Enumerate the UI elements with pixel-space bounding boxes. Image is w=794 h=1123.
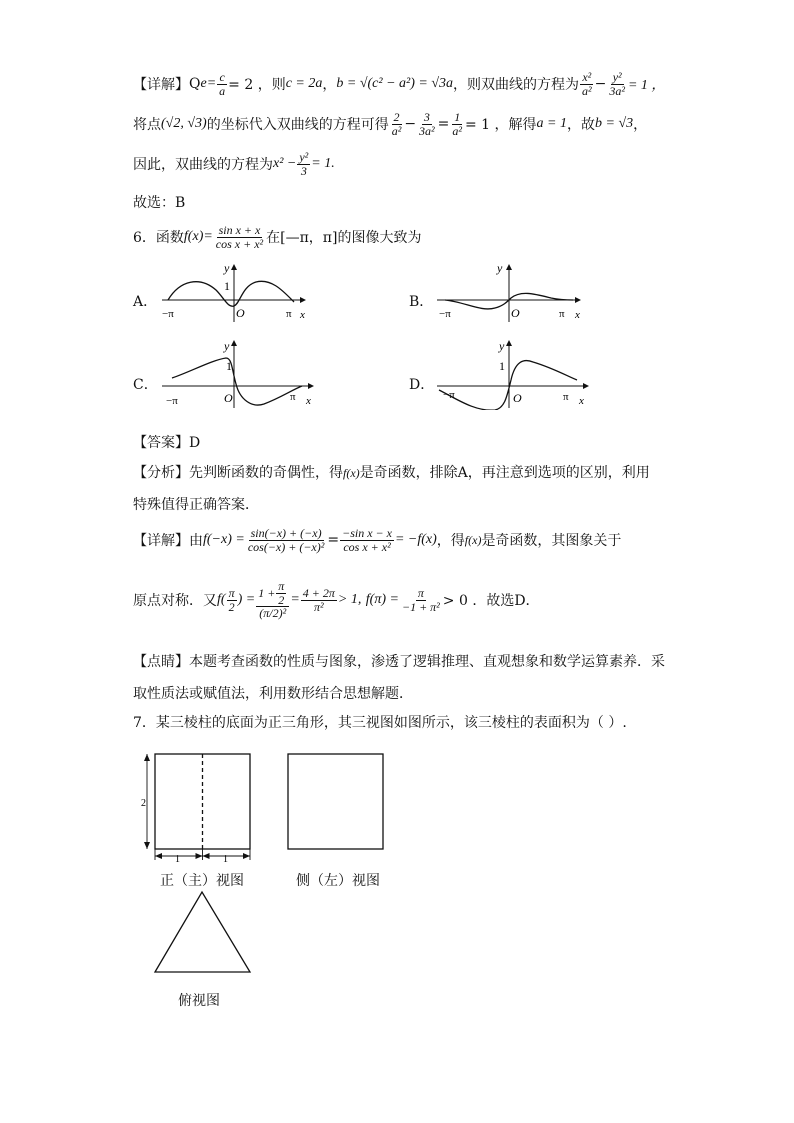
axis-y-label: y bbox=[497, 262, 503, 275]
axis-x-label: x bbox=[300, 309, 305, 321]
option-c-graph bbox=[160, 340, 320, 410]
fraction: $\frac{\pi}{2}$ bbox=[228, 585, 235, 614]
sec5-line2: 将点 (√2, √3) 的坐标代入双曲线的方程可得 $\frac{2}{\text{a²}}$ − $\frac{3}{\text{3a²}}$ = $\frac{1}{\text{a²}}$ = 1 ，解得 a = 1 ，故 b = √3 ， bbox=[133, 109, 648, 138]
detail-tag: 【详解】 bbox=[133, 77, 189, 93]
tick-neg-pi-label: −π bbox=[443, 389, 455, 401]
answer-value: D bbox=[189, 435, 201, 451]
fraction: $\frac{\text{sin x + x}}{\text{cos x + x²}}$ bbox=[215, 222, 264, 251]
q6-comment-line1: 【点睛】本题考查函数的性质与图象，渗透了逻辑推理、直观想象和数学运算素养．采 bbox=[133, 654, 665, 670]
option-a-label: A． bbox=[133, 294, 158, 310]
sec5-choice: 故选：B bbox=[133, 195, 186, 211]
fraction: $\frac{3}{\text{3a²}}$ bbox=[419, 109, 435, 138]
q6-analysis-line2: 特殊值得正确答案． bbox=[133, 497, 259, 513]
tick-pi-label: π bbox=[286, 308, 292, 320]
axis-x-label: x bbox=[579, 395, 584, 407]
fraction: $\frac{\text{y²}}{\text{3a²}}$ bbox=[609, 69, 625, 98]
fraction: $\frac{c}{a}$ bbox=[219, 69, 226, 98]
side-view-rect bbox=[288, 754, 383, 849]
tick-one-label: 1 bbox=[226, 359, 232, 373]
q7-stem: 7．某三棱柱的底面为正三角形，其三视图如图所示，该三棱柱的表面积为（ ）. bbox=[133, 715, 627, 731]
tick-neg-pi-label: −π bbox=[439, 308, 451, 320]
dim-w2-label: 1 bbox=[223, 854, 228, 865]
fraction: $\frac{\text{x²}}{\text{a²}}$ bbox=[582, 69, 592, 98]
fraction: $\frac{\text{y²}}{3}$ bbox=[299, 149, 309, 178]
fraction: 1 + $\frac{\pi}{2}$ (π/2)² bbox=[256, 580, 289, 620]
fraction: $\frac{\text{−sin x − x}}{\text{cos x + x²}}$ bbox=[342, 525, 392, 554]
q6-analysis-line1: 【分析】先判断函数的奇偶性，得f(x)是奇函数，排除A，再注意到选项的区别，利用 bbox=[133, 465, 650, 481]
origin-label: O bbox=[513, 391, 522, 405]
option-b-label: B． bbox=[409, 294, 434, 310]
axis-y-label: y bbox=[224, 340, 230, 353]
option-a-graph bbox=[160, 262, 310, 324]
option-b-graph bbox=[435, 262, 585, 324]
axis-x-label: x bbox=[575, 309, 580, 321]
tick-pi-label: π bbox=[559, 308, 565, 320]
dim-height-label: 2 bbox=[141, 798, 146, 809]
q6-stem: 6．函数 f(x)= $\frac{\text{sin x + x}}{\text{cos x + x²}}$ 在[—π，π]的图像大致为 bbox=[133, 222, 422, 251]
fraction: $\frac{\sin(-x) + (-x)}{\text{cos(−x) + (−x)²}}$ bbox=[247, 525, 325, 554]
option-d-graph bbox=[435, 340, 595, 410]
origin-label: O bbox=[511, 306, 520, 320]
q6-detail-line2: 原点对称．又 f( $\frac{\pi}{2}$ ) = 1 + $\frac{\pi}{2}$ (π/2)² = $\frac{4 + 2\pi}{\text{π²}}$ > 1, f(π) = $\frac{\pi}{\text{−1 + π²}}$ > 0 ．故选D． bbox=[133, 579, 540, 621]
sec5-line1: 【详解】 Q e = $\frac{c}{a}$ = 2 ，则 c = 2a ， b = √(c² − a²) = √3a ，则双曲线的方程为 $\frac{\text{x²}}{\text{a²}}$ − $\frac{\text{y²}}{\text{3a²}}$ = 1 ， bbox=[133, 69, 666, 98]
tick-neg-pi-label: −π bbox=[162, 308, 174, 320]
tick-neg-pi-label: −π bbox=[166, 395, 178, 407]
tick-one-label: 1 bbox=[224, 279, 230, 293]
sec5-line3: 因此，双曲线的方程为 x² − $\frac{\text{y²}}{3}$ = 1. bbox=[133, 149, 335, 178]
fraction: $\frac{\pi}{\text{−1 + π²}}$ bbox=[401, 585, 440, 614]
q6-answer: 【答案】D bbox=[133, 435, 201, 451]
side-view-label: 侧（左）视图 bbox=[296, 873, 380, 889]
axis-x-label: x bbox=[306, 395, 311, 407]
axis-y-label: y bbox=[224, 262, 230, 275]
fraction: $\frac{1}{\text{a²}}$ bbox=[452, 109, 462, 138]
option-c-label: C． bbox=[133, 377, 158, 393]
origin-label: O bbox=[236, 306, 245, 320]
fraction: $\frac{4 + 2\pi}{\text{π²}}$ bbox=[302, 585, 335, 614]
top-view-label: 俯视图 bbox=[178, 993, 220, 1009]
tick-one-label: 1 bbox=[499, 359, 505, 373]
front-view-label: 正（主）视图 bbox=[160, 873, 244, 889]
fraction: $\frac{2}{\text{a²}}$ bbox=[391, 109, 402, 138]
tick-pi-label: π bbox=[290, 391, 296, 403]
top-view-triangle bbox=[155, 892, 250, 972]
dim-w1-label: 1 bbox=[175, 854, 180, 865]
origin-label: O bbox=[224, 391, 233, 405]
axis-y-label: y bbox=[499, 340, 505, 353]
q6-comment-line2: 取性质法或赋值法，利用数形结合思想解题． bbox=[133, 686, 413, 702]
q6-detail-line1: 【详解】 由 f(−x) = $\frac{\sin(-x) + (-x)}{\text{cos(−x) + (−x)²}}$ = $\frac{\text{−sin x − x}}{\text{cos x + x²}}$ = −f(x) ，得 f(x) 是奇函数，其图象关于 bbox=[133, 525, 622, 554]
option-d-label: D． bbox=[409, 377, 435, 393]
tick-pi-label: π bbox=[563, 391, 569, 403]
